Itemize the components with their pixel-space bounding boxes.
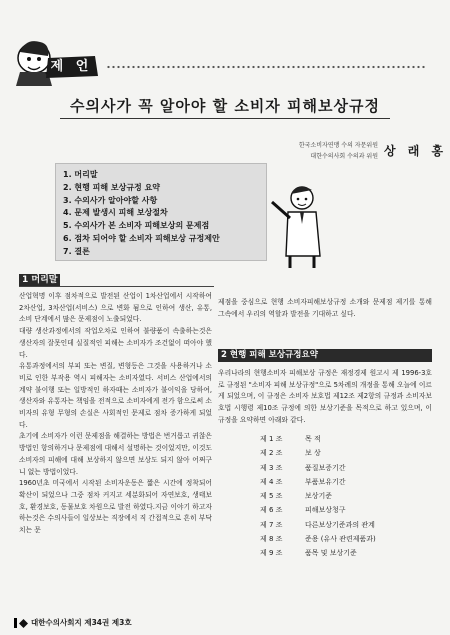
diamond-icon <box>19 619 28 628</box>
article-title: 부품보유기간 <box>305 477 346 486</box>
article-title: 수의사가 꼭 알아야 할 소비자 피해보상규정 <box>70 97 380 115</box>
list-item <box>260 461 410 475</box>
article-number: 제 2 조 <box>260 449 283 458</box>
affiliation-line: 한국소비자연맹 수의 자문위원 <box>298 142 378 149</box>
section-badge <box>44 55 99 79</box>
list-item <box>260 475 410 489</box>
article-number: 제 5 조 <box>260 492 283 501</box>
list-item <box>260 432 410 446</box>
article-number: 제 9 조 <box>260 549 283 558</box>
section2-paragraph: 우리나라의 현행소비자 피해보상 규정은 재정경제 원고시 제 1996-3호로 규정된 "소비자 피해 보상규정"으로 5차례의 개정을 통해 오늘에 이르게 되었으며, 이 규정은 소비자 보호법 제12조 제2항의 규정과 소비자보호법 시행령 제10조 규정에 의한 보상기준을 목적으로 하고 있으며, 이규정을 요약하면 아래와 같다. <box>218 369 432 424</box>
section-heading-label: 2 현행 피해 보상규정요약 <box>218 349 432 362</box>
paragraph: 대량 생산과정에서의 작업오차로 인하여 불량품이 속출하는것은 생산자의 잘못인데 실질적인 피해는 소비자가 조건없이 떠아야 했다. <box>19 327 212 359</box>
paragraph: 1960년초 미국에서 시작된 소비자운동은 짧은 시간에 정착되어 확산이 되었으나 그중 점차 커지고 세분화되어 자연보호, 생태보호, 환경보호, 동물보호 차원으로 발전 하였다.지금 이야기 하고자 하는것은 수의사들이 일상보는 직장에서 직 간접적으로 흔히 부닥치는 문 <box>19 479 212 535</box>
footer-marker <box>14 618 17 628</box>
left-column-text <box>19 291 212 537</box>
article-title: 준용 (유사 관련제품과) <box>305 535 376 544</box>
dotted-rule <box>106 64 426 70</box>
section-heading-label: 1 머리말 <box>19 274 60 287</box>
article-number: 제 1 조 <box>260 435 283 443</box>
article-number: 제 8 조 <box>260 535 283 544</box>
author-affiliation <box>299 140 378 162</box>
affiliation-line: 대한수의사회 수의과 위원 <box>310 153 378 160</box>
paragraph: 초기에 소비자가 이런 문제점을 해결하는 방법은 번거롭고 귀찮은 방법인 항의하거나 문제점에 대해서 설명하는 것이었지만, 이것도 소비자의 피해에 대해 보상하지 않으면 보상도 되지 않아 어쩌구니 없는 방법이었다. <box>19 432 212 476</box>
journal-footer: 대한수의사회지 제34권 제3호 <box>31 618 132 627</box>
paragraph: 산업혁명 이후 점차적으로 발전된 산업이 1차산업에서 시작하여 2차산업, 3차산업(서비스) 으로 변화 됨으로 인하여 생산, 유통, 소비 단계에서 많은 문제점이 노출되었다. <box>19 292 212 324</box>
table-of-contents <box>55 163 267 261</box>
pointing-man-illustration-icon <box>268 180 328 270</box>
badge-label: 제 언 <box>50 59 93 74</box>
list-item <box>260 532 410 546</box>
toc-item: 6. 점차 되어야 할 소비자 피해보상 규정제안 <box>63 233 220 243</box>
list-item <box>260 503 410 517</box>
list-item <box>260 446 410 460</box>
section-heading-summary <box>218 349 432 362</box>
article-number: 제 7 조 <box>260 520 283 529</box>
article-title: 품질보증기간 <box>305 463 346 472</box>
article-title: 보상기준 <box>305 492 333 501</box>
article-title: 품목 및 보상기준 <box>305 549 357 558</box>
toc-item: 4. 문제 발생시 피해 보상절차 <box>63 208 168 218</box>
toc-item: 3. 수의사가 알아야할 사항 <box>63 195 158 205</box>
author-name: 상 래 홍 <box>384 144 448 158</box>
article-number: 제 6 조 <box>260 506 283 515</box>
section-divider <box>19 286 214 287</box>
list-item <box>260 518 410 532</box>
toc-item: 2. 현행 피해 보상규정 요약 <box>63 182 161 192</box>
toc-item: 1. 머리말 <box>63 170 98 179</box>
title-underline <box>60 118 390 119</box>
article-number: 제 4 조 <box>260 477 283 486</box>
article-title: 피해보상청구 <box>305 506 346 515</box>
right-column-continuation: 제점을 중심으로 현행 소비자피해보상규정 소개와 문제점 제기를 통해 그속에서 우리의 역할과 발전을 기대하고 싶다. <box>218 298 432 318</box>
regulation-article-list <box>260 432 410 561</box>
article-number: 제 3 조 <box>260 463 283 472</box>
article-title: 다른보상기준과의 관계 <box>305 520 375 529</box>
list-item <box>260 546 410 560</box>
list-item <box>260 489 410 503</box>
article-title: 보 상 <box>305 449 321 458</box>
toc-item: 7. 결론 <box>63 246 90 256</box>
article-title: 목 적 <box>305 435 321 443</box>
paragraph: 유통과정에서의 부피 또는 변질, 변형등은 그것을 사용하거나 소비로 인한 부작용 역시 피해자는 소비자였다. 서비스 산업에서의 계약 불이행 또는 일방적인 하자때는 소비자가 불이익을 당하여, 생산자와 유통자는 책임을 전적으로 소비자에게 전가 함으로써 소비자의 유형 무형의 손실은 사회적인 문제로 점차 증가하게 되었다. <box>19 362 212 429</box>
toc-item: 5. 수의사가 본 소비자 피해보상의 문제점 <box>63 221 210 231</box>
